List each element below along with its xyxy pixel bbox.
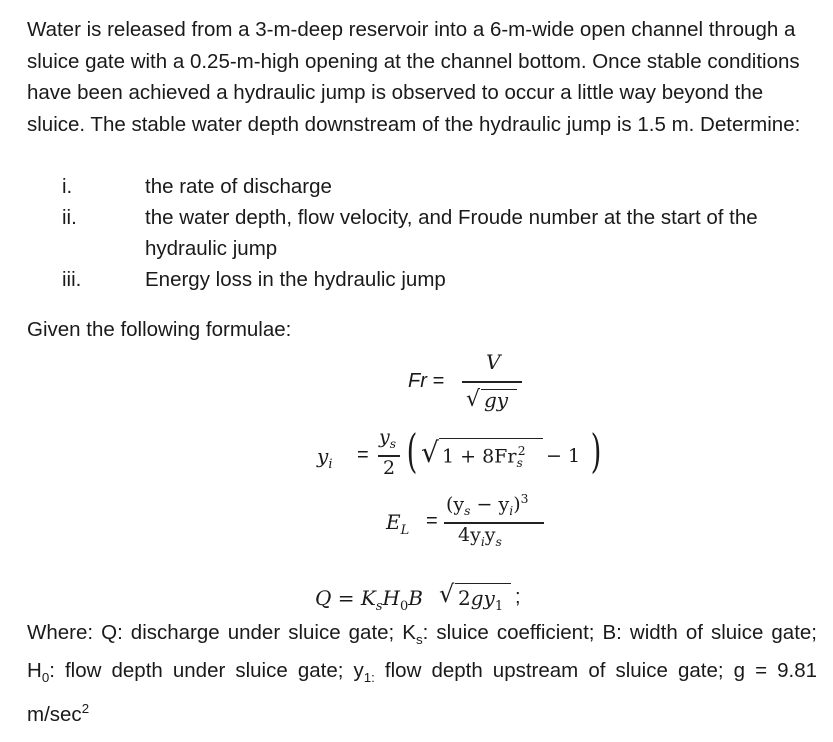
problem-statement: Water is released from a 3-m-deep reservoir into a 6-m-wide open channel through a sluice gate with a 0.25-m-high opening at the channel bottom. Once stable conditions have been achieved a hydraulic jump is observed to occur a little way beyond the sluice. The stable water depth downstream of the hydraulic jump is 1.5 m. Determine:	[27, 18, 801, 136]
depth-formula	[317, 424, 607, 490]
list-item	[27, 171, 817, 202]
froude-lhs: Fr =	[408, 370, 445, 392]
energy-denominator: $4y_iy_s$	[458, 524, 502, 549]
where-definitions: Where: Q: discharge under sluice gate; $K_s$: sluice coefficient; B: width of sluice gate; $H_0$: flow depth under sluice gate; $y_{1:}$ flow depth upstream of sluice gate; g = 9.81 $m/\sec^2$	[27, 621, 818, 727]
given-label: Given the following formulae:	[27, 318, 292, 341]
depth-radicand: $1 + 8Fr_s^2$	[442, 444, 526, 471]
energy-numerator: $(y_s - y_i)^3$	[446, 492, 529, 519]
list-item-number: iii.	[62, 268, 82, 291]
depth-lhs: $y_i$	[317, 444, 333, 472]
list-item-text: the water depth, flow velocity, and Froude number at the start of the hydraulic jump	[145, 206, 758, 260]
radical-bar	[455, 583, 511, 584]
task-list	[27, 171, 817, 295]
energy-equals: =	[426, 510, 438, 532]
radical-bar	[439, 438, 543, 439]
list-item-number: i.	[62, 175, 73, 198]
list-item	[27, 264, 817, 295]
fraction-bar	[462, 381, 522, 383]
depth-equals: =	[357, 444, 369, 466]
sqrt-icon: √	[421, 436, 439, 469]
depth-frac-numerator: $y_s$	[379, 426, 397, 451]
list-item	[27, 202, 817, 264]
energy-lhs: $E_L$	[386, 510, 410, 538]
energy-formula	[386, 494, 556, 556]
discharge-semicolon: ;	[515, 586, 521, 608]
left-paren-icon: (	[406, 424, 418, 478]
sqrt-icon: √	[439, 580, 455, 608]
list-item-text: Energy loss in the hydraulic jump	[145, 268, 446, 291]
froude-formula	[408, 352, 558, 424]
list-item-text: the rate of discharge	[145, 175, 332, 198]
froude-denominator: gy	[484, 388, 509, 412]
right-paren-icon: )	[590, 424, 602, 478]
discharge-formula	[315, 580, 555, 614]
discharge-expression: $Q = K_sH_0B$	[315, 586, 423, 614]
froude-numerator: V	[486, 350, 501, 374]
depth-frac-denominator: 2	[383, 457, 396, 479]
sqrt-icon: √	[466, 387, 481, 412]
list-item-number: ii.	[62, 206, 77, 229]
discharge-radicand: $2gy_1$	[458, 586, 504, 614]
depth-minus-one: − 1	[546, 445, 581, 467]
